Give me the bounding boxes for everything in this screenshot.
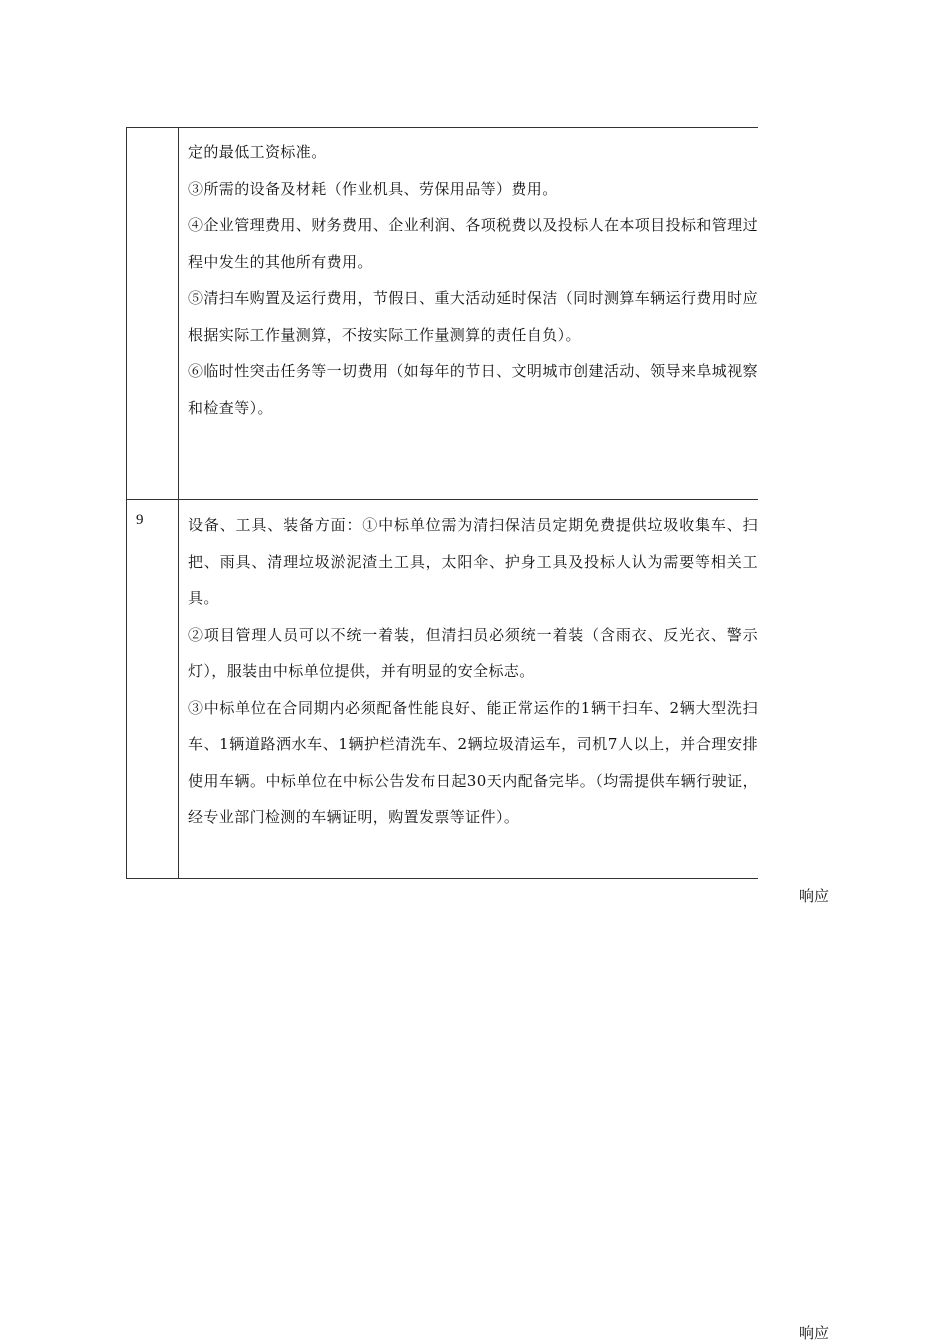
response-note: 响应 [799,887,830,905]
paragraph: ③中标单位在合同期内必须配备性能良好、能正常运作的1辆干扫车、2辆大型洗扫车、1辆道路洒水车、1辆护栏清洗车、2辆垃圾清运车，司机7人以上，并合理安排使用车辆。中标单位在中标公告发布日起30天内配备完毕。（均需提供车辆行驶证，经专业部门检测的车辆证明，购置发票等证件）。 [188,698,758,826]
row-number-cell [127,128,179,499]
row-content-cell [179,128,758,499]
table-row [127,499,758,878]
paragraph: ⑥临时性突击任务等一切费用（如每年的节日、文明城市创建活动、领导来阜城视察和检查等）。 [188,362,758,417]
paragraph: ⑤清扫车购置及运行费用，节假日、重大活动延时保洁（同时测算车辆运行费用时应根据实际工作量测算，不按实际工作量测算的责任自负）。 [188,289,758,344]
row-content-cell [179,500,758,878]
requirements-table [126,127,758,879]
table-row [127,128,758,499]
response-note: 响应 [799,1324,830,1342]
paragraph: 定的最低工资标准。 [188,143,327,161]
paragraph: ②项目管理人员可以不统一着装，但清扫员必须统一着装（含雨衣、反光衣、警示灯），服装由中标单位提供，并有明显的安全标志。 [188,625,758,680]
paragraph: 设备、工具、装备方面：①中标单位需为清扫保洁员定期免费提供垃圾收集车、扫把、雨具、清理垃圾淤泥渣土工具，太阳伞、护身工具及投标人认为需要等相关工具。 [188,516,758,607]
paragraph: ③所需的设备及材耗（作业机具、劳保用品等）费用。 [188,179,558,198]
paragraph: ④企业管理费用、财务费用、企业利润、各项税费以及投标人在本项目投标和管理过程中发生的其他所有费用。 [188,216,758,271]
row-number-cell: 9 [127,500,179,878]
